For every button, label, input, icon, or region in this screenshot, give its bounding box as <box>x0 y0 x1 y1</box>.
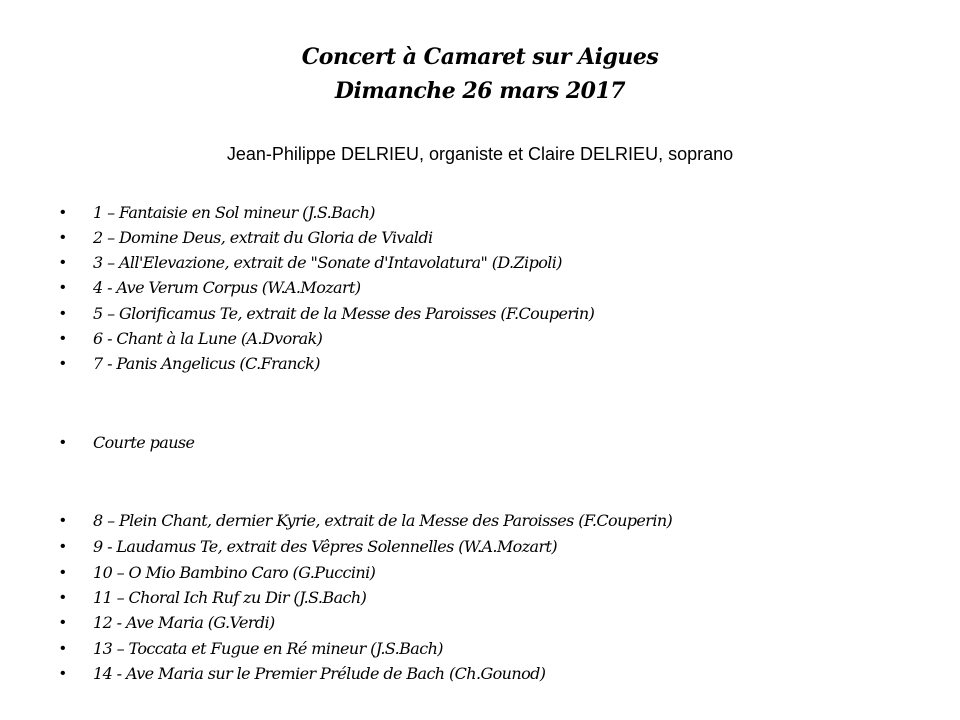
bullet: • <box>60 589 66 606</box>
program-item-text: 3 – All'Elevazione, extrait de "Sonate d'Intavolatura" (D.Zipoli) <box>93 253 562 272</box>
program-item-text: 9 - Laudamus Te, extrait des Vêpres Solennelles (W.A.Mozart) <box>93 537 557 556</box>
program-item-text: 8 – Plein Chant, dernier Kyrie, extrait de la Messe des Paroisses (F.Couperin) <box>93 511 673 530</box>
pause-text: Courte pause <box>93 433 195 452</box>
program-item-text: 5 – Glorificamus Te, extrait de la Messe des Paroisses (F.Couperin) <box>93 304 595 323</box>
program-item-text: 11 – Choral Ich Ruf zu Dir (J.S.Bach) <box>93 588 367 607</box>
bullet: • <box>60 204 66 221</box>
bullet: • <box>60 355 66 372</box>
program-item-text: 13 – Toccata et Fugue en Ré mineur (J.S.Bach) <box>93 639 443 658</box>
bullet: • <box>60 330 66 347</box>
title-line-1: Concert à Camaret sur Aigues <box>301 44 659 70</box>
program-item-text: 10 – O Mio Bambino Caro (G.Puccini) <box>93 563 376 582</box>
bullet: • <box>60 254 66 271</box>
bullet: • <box>60 564 66 581</box>
bullet: • <box>60 538 66 555</box>
performers-subtitle: Jean-Philippe DELRIEU, organiste et Claire DELRIEU, soprano <box>226 144 734 164</box>
bullet: • <box>60 512 66 529</box>
program-item-text: 2 – Domine Deus, extrait du Gloria de Vivaldi <box>93 228 433 247</box>
bullet: • <box>60 279 66 296</box>
concert-title <box>0 40 960 108</box>
bullet: • <box>60 640 66 657</box>
title-line-2: Dimanche 26 mars 2017 <box>334 78 626 104</box>
bullet: • <box>60 434 66 451</box>
program-item-text: 6 - Chant à la Lune (A.Dvorak) <box>93 329 323 348</box>
bullet: • <box>60 229 66 246</box>
program-item-text: 1 – Fantaisie en Sol mineur (J.S.Bach) <box>93 203 375 222</box>
bullet: • <box>60 614 66 631</box>
program-item-text: 7 - Panis Angelicus (C.Franck) <box>93 354 320 373</box>
program-item-text: 12 - Ave Maria (G.Verdi) <box>93 613 275 632</box>
program-item-text: 4 - Ave Verum Corpus (W.A.Mozart) <box>93 278 361 297</box>
program-item-text: 14 - Ave Maria sur le Premier Prélude de Bach (Ch.Gounod) <box>93 664 546 683</box>
bullet: • <box>60 665 66 682</box>
bullet: • <box>60 305 66 322</box>
